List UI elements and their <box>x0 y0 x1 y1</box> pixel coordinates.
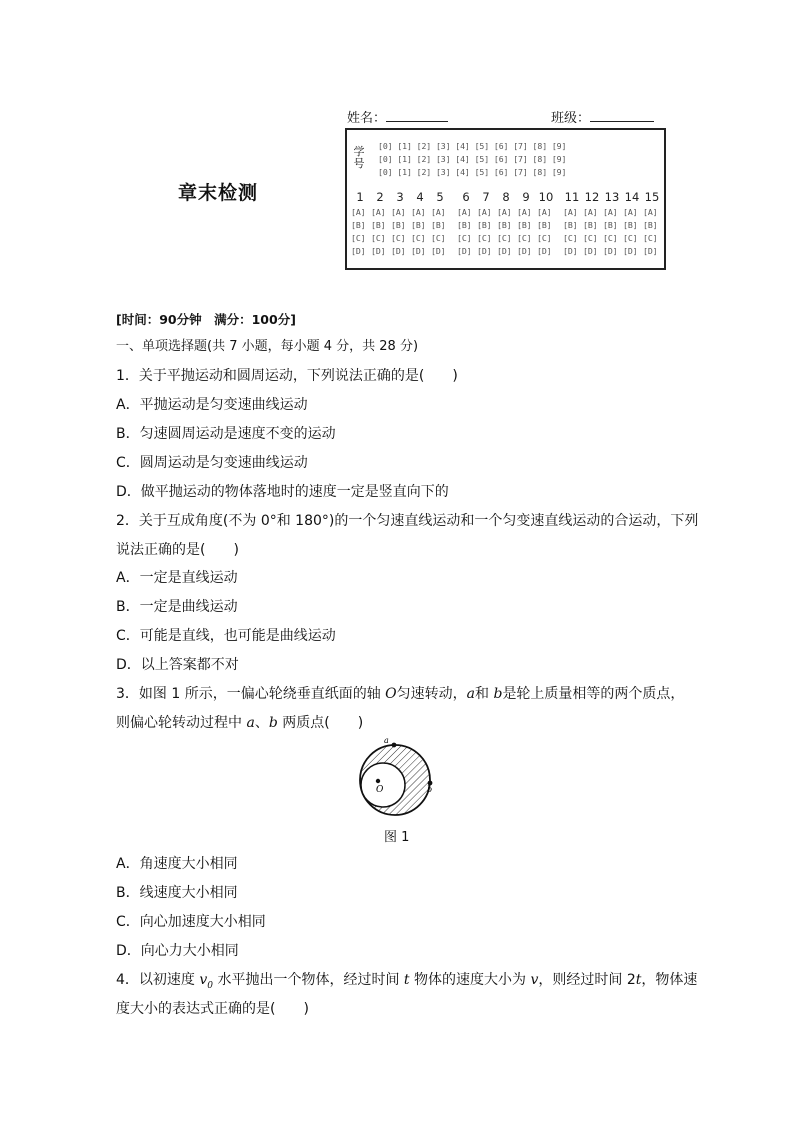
answer-option-bubble[interactable]: [D] <box>583 246 598 256</box>
q3-text-2b: 、 <box>254 715 269 731</box>
question-number: 3 <box>396 190 404 204</box>
answer-option-bubble[interactable]: [B] <box>603 220 618 230</box>
answer-option-bubble[interactable]: [B] <box>537 220 552 230</box>
question-number: 13 <box>604 190 620 204</box>
answer-option-bubble[interactable]: [D] <box>563 246 578 256</box>
answer-option-bubble[interactable]: [B] <box>477 220 492 230</box>
answer-option-bubble[interactable]: [C] <box>411 233 426 243</box>
answer-option-bubble[interactable]: [C] <box>603 233 618 243</box>
question-number: 2 <box>376 190 384 204</box>
student-id-row-3[interactable]: [0] [1] [2] [3] [4] [5] [6] [7] [8] [9] <box>378 167 567 177</box>
question-3-stem-line1 <box>116 684 684 704</box>
q3-text-1a: 3．如图 1 所示，一偏心轮绕垂直纸面的轴 <box>116 686 386 702</box>
q2-option-c: C．可能是直线，也可能是曲线运动 <box>116 628 336 644</box>
answer-option-bubble[interactable]: [C] <box>623 233 638 243</box>
q3-option-d: D．向心力大小相同 <box>116 943 239 959</box>
question-4-stem-line2: 度大小的表达式正确的是( ) <box>116 1001 309 1017</box>
q4-text-1d: ，则经过时间 2 <box>538 972 636 988</box>
exam-info: [时间：90分钟 满分：100分] <box>116 312 296 327</box>
answer-option-bubble[interactable]: [A] <box>603 207 618 217</box>
question-3-stem-line2 <box>116 713 363 733</box>
figure-caption: 图 1 <box>384 830 410 845</box>
answer-option-bubble[interactable]: [D] <box>603 246 618 256</box>
q4-text-1a: 4．以初速度 <box>116 972 200 988</box>
answer-option-bubble[interactable]: [D] <box>517 246 532 256</box>
answer-option-bubble[interactable]: [A] <box>391 207 406 217</box>
answer-option-bubble[interactable]: [A] <box>643 207 658 217</box>
q4-text-1e: ，物体速 <box>641 972 698 988</box>
q4-text-1c: 物体的速度大小为 <box>409 972 531 988</box>
answer-option-bubble[interactable]: [C] <box>371 233 386 243</box>
label-a: a <box>384 736 389 745</box>
q3-text-1b: 匀速转动， <box>396 686 467 702</box>
q4-v0-base: v <box>199 972 208 988</box>
question-number: 10 <box>538 190 554 204</box>
question-4-stem-line1 <box>116 970 697 996</box>
answer-option-bubble[interactable]: [A] <box>371 207 386 217</box>
answer-option-bubble[interactable]: [A] <box>623 207 638 217</box>
question-1-stem: 1．关于平抛运动和圆周运动，下列说法正确的是( ) <box>116 368 458 384</box>
q2-option-a: A．一定是直线运动 <box>116 570 238 586</box>
answer-option-bubble[interactable]: [D] <box>431 246 446 256</box>
answer-option-bubble[interactable]: [B] <box>411 220 426 230</box>
answer-option-bubble[interactable]: [B] <box>391 220 406 230</box>
question-number: 4 <box>416 190 424 204</box>
question-2-stem-line1: 2．关于互成角度(不为 0°和 180°)的一个匀速直线运动和一个匀变速直线运动的合运动，下列 <box>116 513 699 529</box>
q1-option-b: B．匀速圆周运动是速度不变的运动 <box>116 426 336 442</box>
page-title: 章末检测 <box>178 182 259 204</box>
question-2-stem-line2: 说法正确的是( ) <box>116 542 239 558</box>
label-o: O <box>376 785 384 795</box>
q1-option-a: A．平抛运动是匀变速曲线运动 <box>116 397 308 413</box>
name-label: 姓名： <box>347 111 387 126</box>
answer-option-bubble[interactable]: [A] <box>583 207 598 217</box>
answer-option-bubble[interactable]: [D] <box>537 246 552 256</box>
q4-text-1b: 水平抛出一个物体，经过时间 <box>213 972 404 988</box>
question-number: 6 <box>462 190 470 204</box>
name-blank[interactable] <box>386 109 448 122</box>
q1-option-c: C．圆周运动是匀变速曲线运动 <box>116 455 308 471</box>
answer-option-bubble[interactable]: [C] <box>537 233 552 243</box>
question-number: 8 <box>502 190 510 204</box>
answer-option-bubble[interactable]: [A] <box>477 207 492 217</box>
question-number: 11 <box>564 190 580 204</box>
answer-option-bubble[interactable]: [D] <box>457 246 472 256</box>
answer-option-bubble[interactable]: [B] <box>351 220 366 230</box>
student-id-label-text: 学号 <box>353 145 365 170</box>
q4-var-v: v <box>530 972 539 988</box>
answer-option-bubble[interactable]: [A] <box>497 207 512 217</box>
q3-text-1d: 是轮上质量相等的两个质点， <box>502 686 685 702</box>
answer-option-bubble[interactable]: [C] <box>643 233 658 243</box>
answer-option-bubble[interactable]: [A] <box>537 207 552 217</box>
answer-option-bubble[interactable]: [B] <box>623 220 638 230</box>
student-id-row-2[interactable]: [0] [1] [2] [3] [4] [5] [6] [7] [8] [9] <box>378 154 567 164</box>
section-heading: 一、单项选择题(共 7 小题，每小题 4 分，共 28 分) <box>116 339 419 354</box>
q3-option-c: C．向心加速度大小相同 <box>116 914 266 930</box>
answer-option-bubble[interactable]: [A] <box>563 207 578 217</box>
answer-option-bubble[interactable]: [D] <box>411 246 426 256</box>
q4-var-v0 <box>199 972 214 991</box>
eccentric-wheel-figure <box>350 733 445 823</box>
answer-option-bubble[interactable]: [C] <box>477 233 492 243</box>
name-field <box>347 107 448 126</box>
question-number: 12 <box>584 190 600 204</box>
answer-option-bubble[interactable]: [D] <box>477 246 492 256</box>
question-number: 9 <box>522 190 530 204</box>
answer-option-bubble[interactable]: [A] <box>351 207 366 217</box>
q3-var-o: O <box>385 686 397 702</box>
answer-option-bubble[interactable]: [C] <box>517 233 532 243</box>
q3-option-a: A．角速度大小相同 <box>116 856 238 872</box>
q4-v0-sub: 0 <box>207 980 214 991</box>
q3-text-2c: 两质点( ) <box>277 715 364 731</box>
answer-option-bubble[interactable]: [B] <box>371 220 386 230</box>
q3-var-a2: a <box>246 715 255 731</box>
q3-text-1c: 和 <box>475 686 494 702</box>
class-label: 班级： <box>551 111 591 126</box>
label-b: b <box>427 785 433 794</box>
answer-option-bubble[interactable]: [A] <box>517 207 532 217</box>
answer-option-bubble[interactable]: [D] <box>391 246 406 256</box>
q2-option-d: D．以上答案都不对 <box>116 657 239 673</box>
class-field <box>551 107 654 126</box>
axis-point-o <box>376 779 380 783</box>
answer-option-bubble[interactable]: [A] <box>431 207 446 217</box>
q3-var-b2: b <box>268 715 278 731</box>
answer-option-bubble[interactable]: [C] <box>497 233 512 243</box>
q3-text-2a: 则偏心轮转动过程中 <box>116 715 247 731</box>
q4-var-t2: t <box>635 972 642 988</box>
answer-option-bubble[interactable]: [C] <box>457 233 472 243</box>
q4-var-t: t <box>403 972 410 988</box>
student-id-label <box>353 146 365 170</box>
question-number: 1 <box>356 190 364 204</box>
answer-option-bubble[interactable]: [D] <box>623 246 638 256</box>
question-number: 15 <box>644 190 660 204</box>
question-number: 5 <box>436 190 444 204</box>
answer-option-bubble[interactable]: [D] <box>497 246 512 256</box>
answer-option-bubble[interactable]: [B] <box>431 220 446 230</box>
answer-option-bubble[interactable]: [A] <box>411 207 426 217</box>
answer-option-bubble[interactable]: [B] <box>583 220 598 230</box>
answer-option-bubble[interactable]: [C] <box>351 233 366 243</box>
answer-option-bubble[interactable]: [B] <box>563 220 578 230</box>
q1-option-d: D．做平抛运动的物体落地时的速度一定是竖直向下的 <box>116 484 449 500</box>
answer-option-bubble[interactable]: [D] <box>371 246 386 256</box>
answer-option-bubble[interactable]: [B] <box>517 220 532 230</box>
q3-var-a: a <box>466 686 476 702</box>
answer-card <box>345 128 666 270</box>
answer-option-bubble[interactable]: [B] <box>497 220 512 230</box>
answer-option-bubble[interactable]: [D] <box>351 246 366 256</box>
answer-option-bubble[interactable]: [C] <box>391 233 406 243</box>
q3-option-b: B．线速度大小相同 <box>116 885 238 901</box>
answer-option-bubble[interactable]: [A] <box>457 207 472 217</box>
answer-option-bubble[interactable]: [B] <box>457 220 472 230</box>
class-blank[interactable] <box>590 109 654 122</box>
answer-option-bubble[interactable]: [C] <box>563 233 578 243</box>
student-id-row-1[interactable]: [0] [1] [2] [3] [4] [5] [6] [7] [8] [9] <box>378 141 567 151</box>
question-number: 7 <box>482 190 490 204</box>
point-a <box>392 743 397 748</box>
answer-option-bubble[interactable]: [D] <box>643 246 658 256</box>
q2-option-b: B．一定是曲线运动 <box>116 599 238 615</box>
answer-option-bubble[interactable]: [C] <box>431 233 446 243</box>
q3-var-b: b <box>493 686 503 702</box>
answer-option-bubble[interactable]: [C] <box>583 233 598 243</box>
answer-option-bubble[interactable]: [B] <box>643 220 658 230</box>
question-number: 14 <box>624 190 640 204</box>
